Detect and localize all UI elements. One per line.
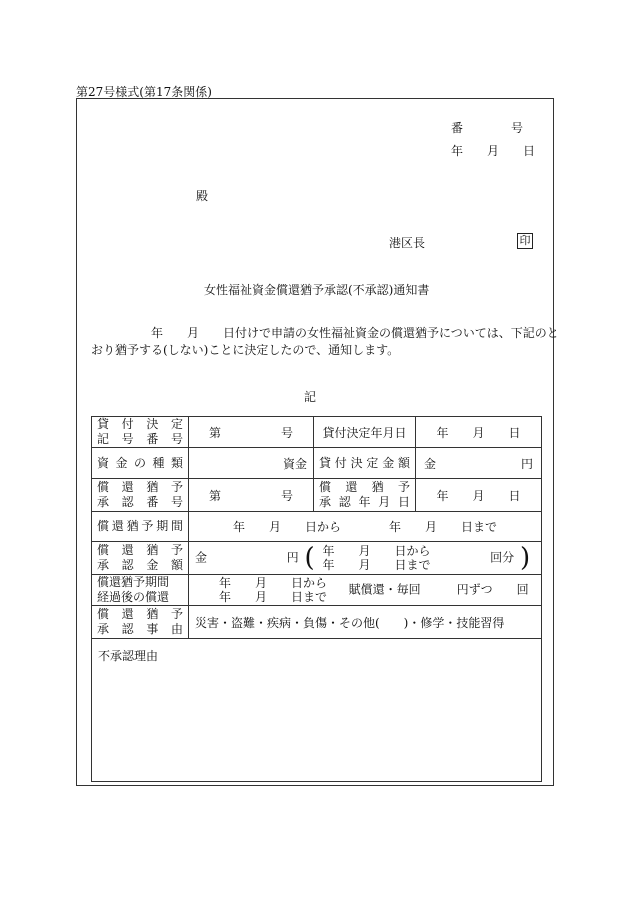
post-deferment-repayment-label: 償還猶予期間 経過後の償還 (92, 575, 189, 606)
table-row (92, 417, 542, 448)
loan-decision-label: 貸付決定 記号番号 (92, 417, 189, 448)
deferment-approval-number-label: 償還猶予 承認番号 (92, 479, 189, 512)
right-bracket: ) (520, 543, 531, 573)
table-row (92, 639, 542, 782)
deferment-amount-value: 金 円 ( 年 月 日から 年 月 日まで 回分 ) (189, 542, 542, 575)
deferment-period-label: 償還猶予期間 (92, 512, 189, 542)
loan-decision-number: 第 号 (189, 417, 314, 448)
disapproval-reason: 不承認理由 (92, 639, 542, 782)
left-bracket: ( (304, 543, 315, 573)
deferment-amount-period: 年 月 日から 年 月 日まで (322, 544, 431, 572)
table-row (92, 479, 542, 512)
loan-amount-value: 金 円 (416, 448, 542, 479)
addressee-honorific: 殿 (196, 189, 209, 203)
post-deferment-repayment-value: 年 月 日から 年 月 日まで 賦償還・毎回 円ずつ 回 (189, 575, 542, 606)
deferment-period-value: 年 月 日から 年 月 日まで (189, 512, 542, 542)
deferment-amount-label: 償還猶予 承認金額 (92, 542, 189, 575)
table-row (92, 448, 542, 479)
details-table (91, 416, 542, 782)
document-date: 年 月 日 (451, 144, 536, 158)
loan-decision-date-label: 貸付決定年月日 (314, 417, 416, 448)
fund-type-label: 資金の種類 (92, 448, 189, 479)
form-number-label: 第27号様式(第17条関係) (76, 85, 212, 99)
table-row (92, 606, 542, 639)
loan-decision-date: 年 月 日 (416, 417, 542, 448)
document-title: 女性福祉資金償還猶予承認(不承認)通知書 (204, 283, 430, 297)
fund-type-value: 資金 (189, 448, 314, 479)
table-row (92, 512, 542, 542)
loan-amount-label: 貸付決定金額 (314, 448, 416, 479)
deferment-reason-value: 災害・盗難・疾病・負傷・その他( )・修学・技能習得 (189, 606, 542, 639)
deferment-approval-number: 第 号 (189, 479, 314, 512)
document-number: 番 号 (451, 121, 524, 135)
seal-stamp: 印 (517, 233, 533, 249)
ki-heading: 記 (304, 390, 317, 404)
table-row (92, 542, 542, 575)
deferment-reason-label: 償還猶予 承認事由 (92, 606, 189, 639)
sender-title: 港区長 (389, 236, 426, 250)
table-row (92, 575, 542, 606)
deferment-approval-date: 年 月 日 (416, 479, 542, 512)
body-line-2: おり猶予する(しない)ことに決定したので、通知します。 (91, 343, 400, 357)
deferment-approval-date-label: 償還猶予 承認年月日 (314, 479, 416, 512)
body-line-1: 年 月 日付けで申請の女性福祉資金の償還猶予については、下記のと (91, 326, 559, 340)
